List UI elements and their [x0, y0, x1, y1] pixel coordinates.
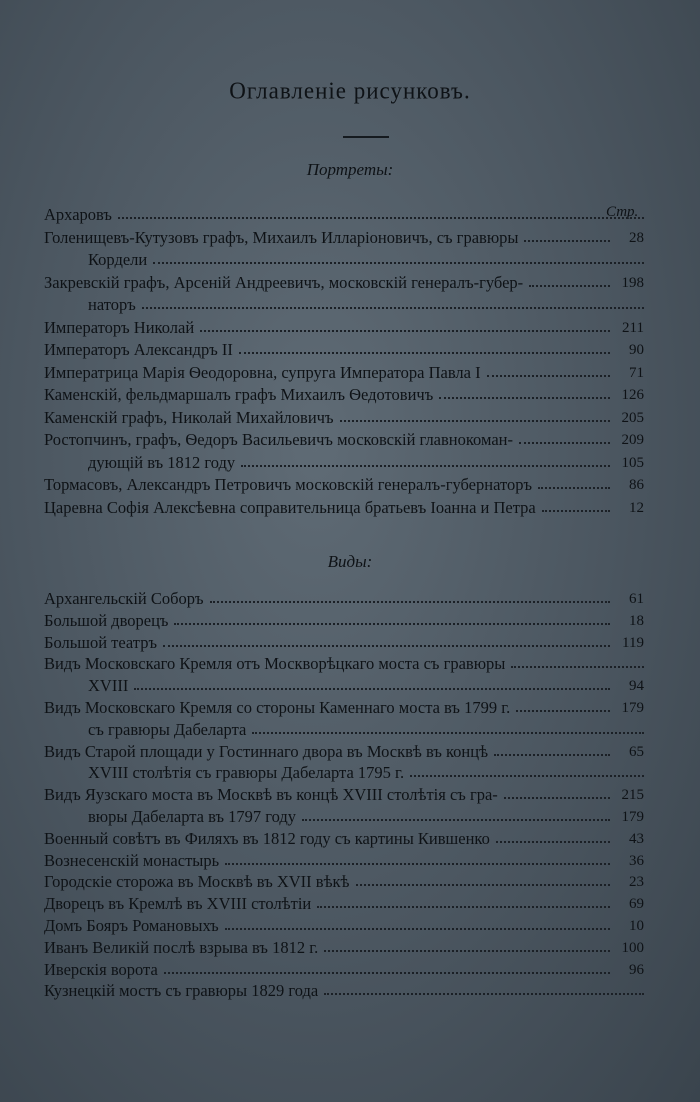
toc-entry-text: Ростопчинъ, графъ, Ѳедоръ Васильевичъ московскій главнокоман- [44, 430, 513, 449]
dot-leader [174, 623, 610, 625]
toc-entry [44, 762, 644, 784]
toc-entry-page: 215 [621, 787, 644, 804]
toc-entry-text: Дворецъ въ Кремлѣ въ XVIII столѣтіи [44, 894, 312, 914]
toc-entry-page: 90 [629, 342, 644, 358]
toc-entry [44, 871, 644, 893]
toc-entry [44, 588, 644, 610]
toc-entry-page: 119 [622, 634, 644, 651]
page-title: Оглавленіе рисунковъ. [229, 77, 471, 104]
dot-leader [164, 972, 610, 974]
dot-leader [519, 442, 610, 444]
dot-leader [252, 732, 644, 734]
toc-entry [44, 497, 644, 519]
toc-entry-text: Закревскій графъ, Арсеній Андреевичъ, московскій генералъ-губер- [44, 272, 524, 292]
dot-leader [210, 601, 610, 603]
toc-entry-page: 86 [629, 477, 644, 493]
toc-entry [44, 452, 644, 474]
toc-entry [44, 850, 644, 872]
toc-entry [44, 429, 644, 451]
toc-entry [44, 227, 644, 249]
toc-entry [44, 362, 644, 384]
toc-entry-page: 65 [629, 743, 644, 760]
toc-entry [44, 959, 644, 981]
dot-leader [317, 906, 610, 908]
toc-entry-text: Видъ Яузскаго моста въ Москвѣ въ концѣ XVIII столѣтія съ гра- [44, 785, 498, 805]
section-title-portraits: Портреты: [306, 160, 394, 179]
dot-leader [118, 217, 644, 219]
dot-leader [511, 666, 644, 668]
toc-entry-page: 211 [622, 319, 644, 336]
toc-entry-text: Домъ Бояръ Романовыхъ [44, 916, 219, 935]
toc-entry-text: Большой театръ [44, 632, 158, 652]
toc-entry-page: 36 [629, 852, 644, 869]
toc-entry-text: Видъ Старой площади у Гостиннаго двора въ Москвѣ въ концѣ [44, 741, 489, 761]
toc-entry-page: 10 [629, 918, 644, 934]
toc-entry-page: 209 [621, 432, 644, 448]
toc-entry-page: 94 [629, 678, 644, 695]
dot-leader [302, 819, 610, 821]
dot-leader [529, 285, 610, 287]
dot-leader [516, 710, 610, 712]
toc-entry [44, 272, 644, 294]
dot-leader [163, 645, 610, 647]
dot-leader [239, 352, 610, 354]
dot-leader [496, 841, 610, 843]
toc-entry-page: 198 [621, 274, 644, 291]
toc-entry-page: 43 [629, 830, 644, 847]
toc-entry [44, 828, 644, 850]
toc-entry [44, 407, 644, 429]
toc-entry-page: 23 [629, 874, 644, 891]
toc-entry [44, 915, 644, 937]
toc-entry-page: 105 [621, 454, 644, 471]
toc-entry-text: Иверскія ворота [44, 959, 158, 979]
toc-entry-text: XVIII [88, 676, 129, 696]
toc-entry-page: 28 [629, 229, 644, 246]
toc-entry [44, 384, 644, 406]
dot-leader [225, 863, 610, 865]
toc-entry [44, 806, 644, 828]
toc-entry-text: Императоръ Александръ II [44, 340, 233, 359]
dot-leader [200, 330, 610, 332]
toc-entry [44, 893, 644, 915]
toc-entry [44, 249, 644, 271]
toc-entry-text: XVIII столѣтія съ гравюры Дабеларта 1795 г. [88, 763, 405, 783]
toc-entry-page: 12 [629, 499, 644, 516]
toc-entry [44, 632, 644, 654]
toc-entry [44, 741, 644, 763]
toc-entry-text: Архаровъ [44, 205, 112, 224]
dot-leader [524, 240, 610, 242]
toc-entry-text: Императоръ Николай [44, 317, 195, 337]
toc-entry-text: Императрица Марія Ѳеодоровна, супруга Императора Павла I [44, 362, 481, 382]
toc-entry-text: дующій въ 1812 году [88, 452, 236, 472]
toc-entry-page: 179 [621, 700, 644, 716]
section-title-views: Виды: [327, 552, 373, 571]
toc-entry-text: Видъ Московскаго Кремля отъ Москворѣцкаго моста съ гравюры [44, 654, 506, 674]
toc-entry-text: Военный совѣтъ въ Филяхъ въ 1812 году съ картины Кившенко [44, 828, 490, 848]
toc-entry [44, 294, 644, 316]
toc-entry [44, 719, 644, 741]
toc-entry [44, 474, 644, 496]
dot-leader [410, 775, 644, 777]
toc-entry-text: наторъ [88, 295, 136, 314]
toc-entry [44, 980, 644, 1002]
toc-entry-page: 126 [621, 387, 644, 403]
toc-entry [44, 317, 644, 339]
dot-leader [439, 397, 610, 399]
toc-entry-text: съ гравюры Дабеларта [88, 719, 247, 739]
dot-leader [487, 375, 610, 377]
dot-leader [538, 487, 610, 489]
toc-entry-text: Кузнецкій мостъ съ гравюры 1829 года [44, 981, 319, 1001]
toc-entry-text: Иванъ Великій послѣ взрыва въ 1812 г. [44, 937, 319, 957]
dot-leader [134, 688, 610, 690]
toc-entry-page: 71 [629, 364, 644, 381]
dot-leader [504, 797, 610, 799]
toc-entry-text: Большой дворецъ [44, 610, 169, 630]
toc-entry [44, 653, 644, 675]
toc-entry-text: Каменскій, фельдмаршалъ графъ Михаилъ Ѳедотовичъ [44, 385, 434, 404]
toc-entry-page: 205 [621, 409, 644, 426]
toc-entry-text: Кордели [88, 250, 148, 269]
dot-leader [324, 993, 644, 995]
toc-entry-page: 96 [629, 961, 644, 978]
toc-entry-text: Городскіе сторожа въ Москвѣ въ XVII вѣкѣ [44, 872, 350, 892]
toc-entry [44, 610, 644, 632]
toc-entry-text: вюры Дабеларта въ 1797 году [88, 807, 297, 826]
dot-leader [142, 307, 644, 309]
toc-entry [44, 697, 644, 719]
dot-leader [225, 928, 610, 930]
toc-entry [44, 675, 644, 697]
toc-entry-page: 179 [621, 809, 644, 825]
page-column-header: Стр. [606, 204, 639, 220]
toc-entry-page: 69 [629, 896, 644, 913]
dot-leader [356, 884, 610, 886]
toc-entry [44, 339, 644, 361]
toc-entry-text: Каменскій графъ, Николай Михайловичъ [44, 407, 334, 427]
toc-entry-page: 18 [629, 612, 644, 629]
toc-entry-text: Тормасовъ, Александръ Петровичъ московскій генералъ-губернаторъ [44, 475, 532, 494]
toc-entry-text: Царевна Софія Алексѣевна соправительница братьевъ Іоанна и Петра [44, 497, 536, 517]
toc-entry-text: Голенищевъ-Кутузовъ графъ, Михаилъ Илларіоновичъ, съ гравюры [44, 227, 519, 247]
toc-entry-page: 100 [621, 939, 644, 956]
toc-entry [44, 784, 644, 806]
dot-leader [542, 510, 610, 512]
dot-leader [153, 262, 644, 264]
toc-entry-text: Вознесенскій монастырь [44, 850, 220, 870]
dot-leader [324, 950, 610, 952]
toc-entry [44, 937, 644, 959]
toc-entry-text: Архангельскій Соборъ [44, 589, 204, 608]
toc-entry-page: 61 [629, 591, 644, 607]
toc-entry-text: Видъ Московскаго Кремля со стороны Каменнаго моста въ 1799 г. [44, 698, 511, 717]
dot-leader [494, 754, 610, 756]
toc-entry [44, 204, 644, 226]
dot-leader [241, 465, 610, 467]
dot-leader [340, 420, 611, 422]
